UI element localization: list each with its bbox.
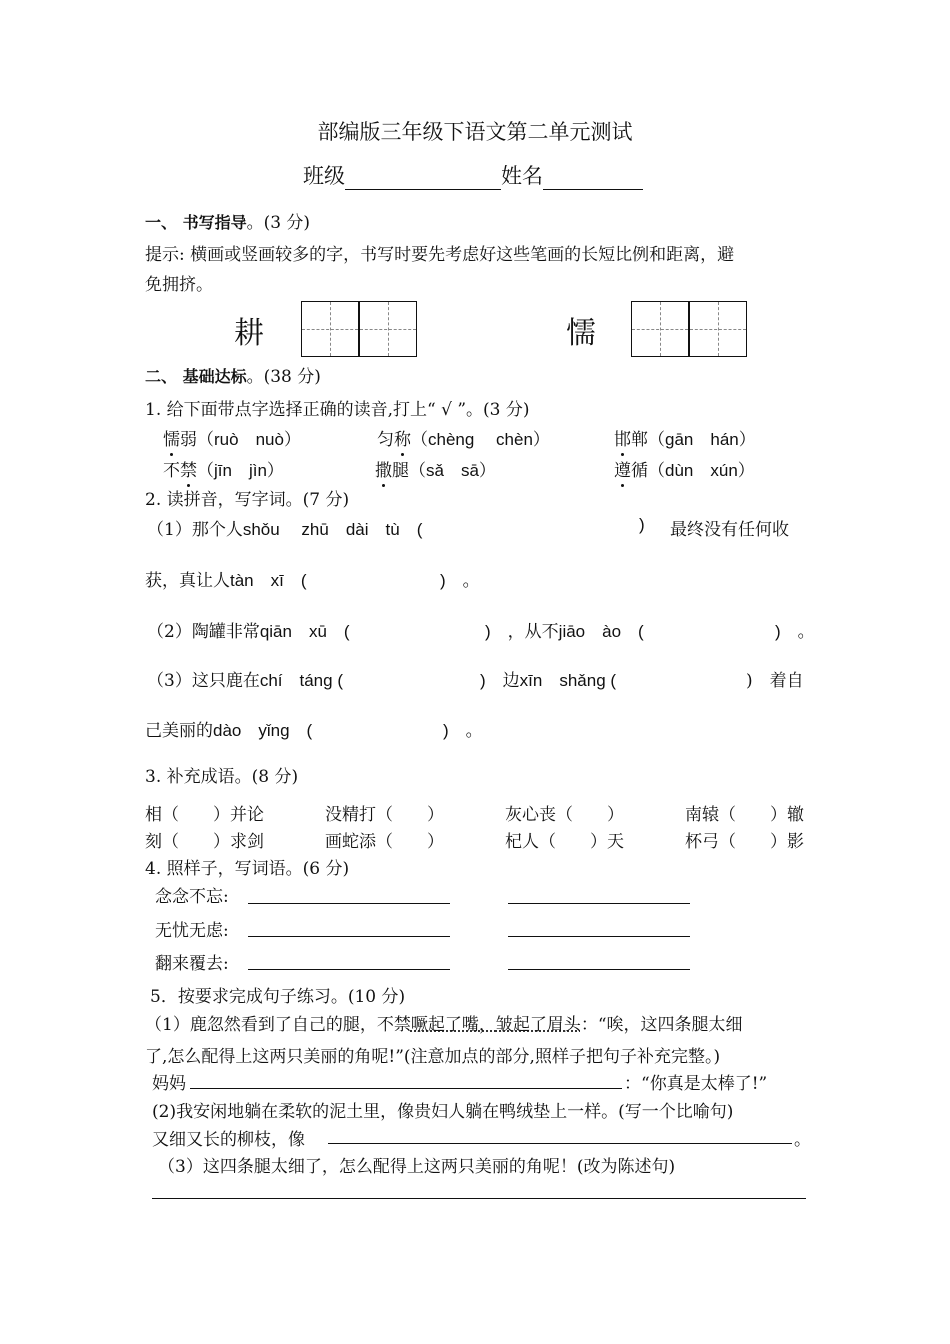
dotted-char: 邯 [614, 430, 631, 450]
idiom-item: 没精打（ ） [325, 805, 444, 825]
q5-s2-end: 。 [794, 1130, 811, 1150]
q5-s1-line1: （1）鹿忽然看到了自己的腿，不禁噘起了嘴，皱起了眉头：“唉，这四条腿太细 [145, 1015, 743, 1035]
pronunciation-item[interactable] [163, 425, 301, 450]
model-char-2: 懦 [566, 316, 596, 351]
answer-line[interactable] [508, 969, 690, 970]
dotted-char: 撒 [375, 461, 392, 481]
pronunciation-item[interactable] [614, 425, 756, 450]
rest-char: （ [197, 461, 214, 481]
tianzige-box[interactable] [689, 301, 747, 357]
q2-close: ) 。 [443, 721, 483, 740]
idiom-item: 杯弓（ ）影 [685, 832, 804, 852]
q2-line1: （1）那个人shǒu zhū dài tù ( [147, 520, 423, 540]
q4-stem: 4. 照样子，写词语。(6 分) [145, 859, 350, 879]
q5-s1-line3: 妈妈 [152, 1074, 186, 1094]
idiom-item: 杞人（ ）天 [505, 832, 624, 852]
section-2-heading: 二、 基础达标。(38 分) [145, 367, 321, 387]
rest-char: 郸（ [631, 430, 665, 450]
rest-char: 循（ [631, 461, 665, 481]
pre-char: 匀 [377, 430, 394, 450]
page-title: 部编版三年级下语文第二单元测试 [317, 120, 633, 144]
section-1-tip-line2: 免拥挤。 [145, 275, 213, 295]
q5-s1-end: ：“你真是太棒了!” [624, 1074, 768, 1094]
answer-line[interactable] [190, 1088, 622, 1089]
q2-close: ) 。 [440, 571, 480, 590]
close-paren: ） [266, 461, 284, 481]
idiom-item: 南辕（ ）辙 [685, 805, 804, 825]
q2-line5: 己美丽的dào yǐng ( [145, 721, 313, 741]
answer-line[interactable] [248, 903, 450, 904]
q5-s2-line2: 又细又长的柳枝，像 [152, 1130, 305, 1150]
pinyin-options: ruò nuò [214, 430, 284, 449]
q4-example: 无忧无虑: [155, 921, 229, 941]
name-label: 姓名 [501, 164, 543, 188]
q5-s2-line1: (2)我安闲地躺在柔软的泥土里，像贵妇人躺在鸭绒垫上一样。(写一个比喻句) [152, 1102, 734, 1122]
dotted-char: 禁 [180, 461, 197, 481]
class-label: 班级 [303, 164, 345, 188]
idiom-item: 相（ ）并论 [145, 805, 264, 825]
tianzige-box[interactable] [631, 301, 689, 357]
q2-stem: 2. 读拼音，写字词。(7 分) [145, 490, 350, 510]
pre-char: 不 [163, 461, 180, 481]
q5-stem: 5．按要求完成句子练习。(10 分) [150, 987, 406, 1007]
pinyin-options: gān hán [665, 430, 739, 449]
answer-line[interactable] [328, 1143, 792, 1144]
answer-line[interactable] [508, 903, 690, 904]
q2-line4-end: ) 着自 [746, 671, 804, 691]
answer-line[interactable] [508, 936, 690, 937]
close-paren: ） [532, 430, 550, 450]
tianzige-box[interactable] [301, 301, 359, 357]
q3-stem: 3. 补充成语。(8 分) [145, 767, 299, 787]
pinyin-options: dùn xún [665, 461, 738, 480]
class-line [303, 160, 643, 190]
q2-mid: ) 边xīn shǎng ( [480, 671, 617, 690]
q2-line2: 获，真让人tàn xī ( [145, 571, 307, 591]
name-blank[interactable] [543, 167, 643, 190]
pronunciation-item[interactable] [163, 456, 284, 481]
dotted-char: 遵 [614, 461, 631, 481]
pronunciation-item[interactable] [614, 456, 755, 481]
close-paren: ） [283, 430, 301, 450]
answer-line[interactable] [248, 936, 450, 937]
section-1-tip-line1: 提示: 横画或竖画较多的字，书写时要先考虑好这些笔画的长短比例和距离，避 [145, 245, 735, 265]
pinyin-options: sǎ sā [426, 461, 479, 480]
q2-line3: （2）陶罐非常qiān xū ( [147, 622, 350, 642]
q4-example: 翻来覆去: [155, 954, 229, 974]
q5-s3: （3）这四条腿太细了，怎么配得上这两只美丽的角呢！(改为陈述句) [158, 1157, 676, 1177]
q4-example: 念念不忘: [155, 887, 229, 907]
class-blank[interactable] [345, 167, 501, 190]
pinyin-options: jīn jìn [214, 461, 267, 480]
pronunciation-item[interactable] [375, 456, 496, 481]
q5-s1-line2: 了,怎么配得上这两只美丽的角呢!”(注意加点的部分,照样子把句子补充完整。) [145, 1047, 721, 1067]
q2-mid: ) ，从不jiāo ào ( [485, 622, 644, 641]
tianzige-box[interactable] [359, 301, 417, 357]
q1-stem: 1. 给下面带点字选择正确的读音,打上“ √ ”。(3 分) [145, 400, 530, 420]
rest-char: 腿（ [392, 461, 426, 481]
pronunciation-item[interactable] [377, 425, 550, 450]
idiom-item: 画蛇添（ ） [325, 832, 444, 852]
close-paren: ） [737, 461, 755, 481]
section-1-heading: 一、 书写指导。(3 分) [145, 213, 311, 233]
close-paren: ） [478, 461, 496, 481]
dotted-char: 称 [394, 430, 411, 450]
close-paren: ） [738, 430, 756, 450]
q2-close: ) [639, 515, 645, 534]
model-char-1: 耕 [234, 316, 264, 351]
q2-close: ) 。 [775, 622, 815, 641]
idiom-item: 刻（ ）求剑 [145, 832, 264, 852]
rest-char: （ [411, 430, 428, 450]
idiom-item: 灰心丧（ ） [505, 805, 624, 825]
dotted-char: 懦 [163, 430, 180, 450]
answer-line[interactable] [248, 969, 450, 970]
answer-line[interactable] [152, 1198, 806, 1199]
q2-line4: （3）这只鹿在chí táng ( [147, 671, 343, 691]
rest-char: 弱（ [180, 430, 214, 450]
q2-line1-end: 最终没有任何收 [670, 520, 789, 540]
pinyin-options: chèng chèn [428, 430, 533, 449]
